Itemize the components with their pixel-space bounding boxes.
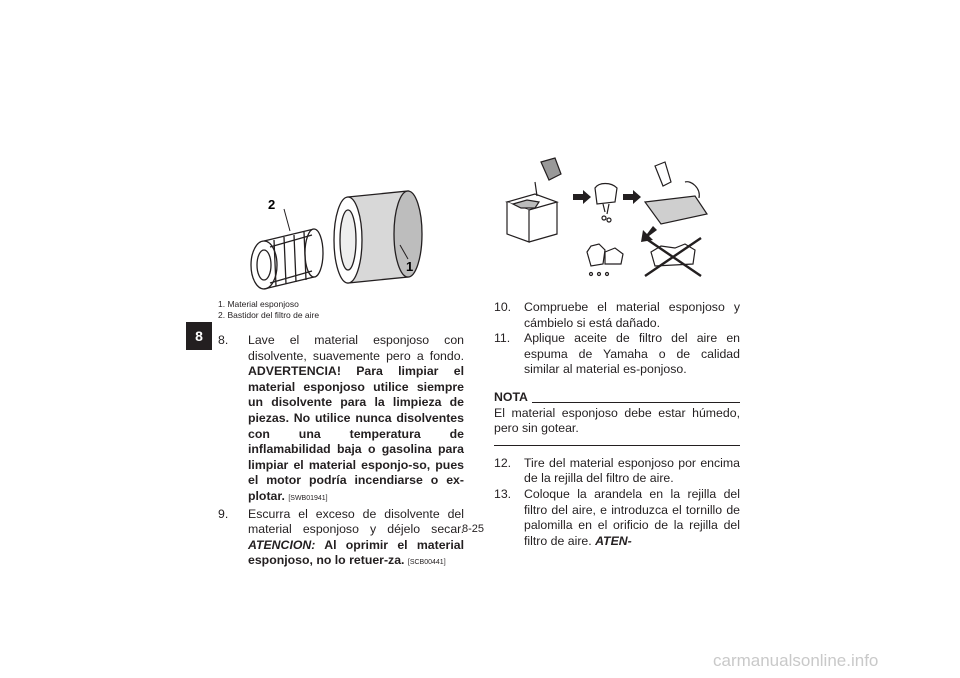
step-number: 9. (218, 506, 229, 521)
step-9 (218, 507, 464, 571)
caption-1: 1. Material esponjoso (218, 299, 299, 309)
nota-divider (494, 445, 740, 446)
squeeze-hands-icon (595, 184, 617, 223)
nota-header (494, 390, 740, 406)
steps-continued (494, 456, 740, 550)
figure-captions (218, 299, 319, 321)
filter-frame-icon (251, 229, 323, 289)
step-text: Escurra el exceso de disolvente del material esponjoso y déjelo secar. (248, 506, 464, 537)
do-not-twist-icon (645, 238, 701, 276)
watermark: carmanualsonline.info (713, 651, 879, 670)
step-number: 12. (494, 455, 512, 470)
ref-code: [SCB00441] (407, 559, 446, 567)
step-text: Coloque la arandela en la rejilla del filtro del aire, e introduzca el tornillo de palomilla en el orificio de la rejilla del filtro de aire. (524, 486, 740, 548)
caption-2: 2. Bastidor del filtro de aire (218, 310, 320, 320)
figure-label-1: 1 (406, 259, 414, 274)
step-number: 8. (218, 333, 229, 347)
arrow-right-icon-1 (573, 190, 591, 204)
step-13 (494, 487, 740, 549)
step-12 (494, 456, 740, 487)
step-text: Compruebe el material esponjoso y cámbielo si está dañado. (524, 300, 740, 330)
step-10 (494, 300, 740, 331)
step-number: 10. (494, 300, 512, 314)
step-text: Tire del material esponjoso por encima de la rejilla del filtro de aire. (524, 455, 740, 486)
step-8 (218, 333, 464, 507)
right-column (494, 300, 740, 549)
ref-code: [SWB01941] (288, 494, 328, 502)
left-column (218, 333, 464, 571)
nota-text: El material esponjoso debe estar húmedo, pero sin gotear. (494, 405, 740, 436)
section-tab: 8 (186, 322, 212, 350)
step-number: 13. (494, 486, 512, 501)
warning-text: ADVERTENCIA! Para limpiar el material esponjoso utilice siempre un disolvente para la limpieza de piezas. No utilice nunca disolventes con una temperatura de inflamabilidad baja o gasolina para limpiar el material esponjo-so, pues el motor podría incendiarse o ex-plotar. (248, 364, 464, 503)
air-filter-illustration (240, 185, 440, 295)
page-number: 8-25 (462, 523, 485, 535)
step-11 (494, 331, 740, 378)
figure-label-2: 2 (268, 197, 276, 212)
caution-label: ATENCION: (248, 537, 316, 552)
caution-text: Al oprimir el material esponjoso, no lo retuer-za. (248, 537, 464, 568)
step-number: 11. (494, 331, 511, 346)
step-text: Aplique aceite de filtro del aire en espuma de Yamaha o de calidad similar al material es-ponjoso. (524, 331, 740, 377)
oil-application-icon (645, 162, 707, 224)
cleaning-procedure-illustration (495, 152, 745, 277)
hands-squeeze-icon (587, 244, 623, 276)
arrow-right-icon-2 (623, 190, 641, 204)
nota-title: NOTA (494, 389, 528, 404)
step-text: Lave el material esponjoso con disolvente, suavemente pero a fondo. (248, 333, 464, 363)
arrow-down-left-icon (641, 226, 657, 242)
step-tail: ATEN- (595, 533, 632, 548)
nota-box (494, 390, 740, 446)
solvent-box-icon (507, 158, 561, 242)
